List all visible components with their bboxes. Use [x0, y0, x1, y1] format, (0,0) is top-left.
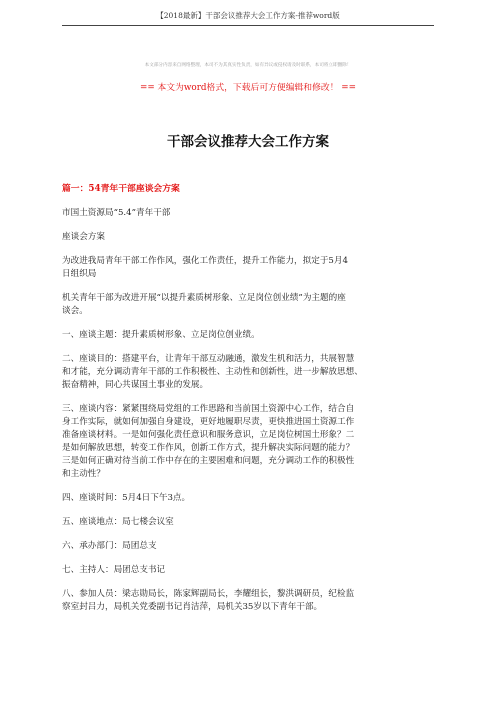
- paragraph-line: 二、座谈目的：搭建平台，让青年干部互动融通，激发生机和活力，共展智慧: [62, 354, 355, 364]
- paragraph-line: 准备座谈材料。一是如何强化责任意识和服务意识，立足岗位树国土形象？二: [62, 430, 355, 440]
- paragraph: [62, 329, 434, 342]
- paragraph: [62, 231, 434, 244]
- paragraph: [62, 207, 434, 220]
- paragraph-line: 和才能，充分调动青年干部的工作积极性、主动性和创新性，进一步解放思想、: [62, 367, 363, 377]
- paragraph-line: 是如何解放思想，转变工作作风，创新工作方式，提升解决实际问题的能力？: [62, 443, 355, 453]
- paragraph-line: 察室封吕力，局机关党委副书记肖洁萍，局机关35岁以下青年干部。: [62, 602, 323, 612]
- paragraph-line: 四、座谈时间：5月4日下午3点。: [62, 493, 191, 503]
- paragraph-line: 振奋精神，同心共谋国土事业的发展。: [62, 380, 209, 390]
- paragraph: [62, 564, 434, 577]
- paragraph: [62, 353, 434, 392]
- document-title: 干部会议推荐大会工作方案: [167, 134, 329, 150]
- paragraph-line: 和主动性？: [62, 469, 105, 479]
- section-heading: 篇一：54青年干部座谈会方案: [62, 184, 180, 194]
- paragraph-line: 为改进我局青年干部工作作风，强化工作责任，提升工作能力，拟定于5月4: [62, 256, 348, 266]
- paragraph: [62, 588, 434, 614]
- paragraph-line: 日组织局: [62, 269, 97, 279]
- running-header: 【2018最新】干部会议推荐大会工作方案-推荐word版: [62, 10, 434, 26]
- paragraph-line: 机关青年干部为改进开展“以提升素质树形象、立足岗位创业绩”为主题的座: [62, 293, 346, 303]
- disclaimer-text: 本文部分内容来自网络整理，本司不为其真实性负责，如有异议或侵权请及时联系，本司将立即删除！: [144, 63, 352, 68]
- paragraph-line: 五、座谈地点：局七楼会议室: [62, 517, 174, 527]
- document-body: [62, 183, 434, 625]
- paragraph: [62, 540, 434, 553]
- paragraph-line: 谈会。: [62, 306, 88, 316]
- paragraph: [62, 403, 434, 481]
- paragraph: [62, 516, 434, 529]
- paragraph: [62, 492, 434, 505]
- paragraph-line: 三、座谈内容：紧紧围绕局党组的工作思路和当前国土资源中心工作，结合自: [62, 404, 355, 414]
- paragraph-list: [62, 207, 434, 614]
- paragraph-line: 市国土资源局“5.4”青年干部: [62, 208, 171, 218]
- paragraph-line: 七、主持人：局团总支书记: [62, 565, 166, 575]
- paragraph-line: 六、承办部门：局团总支: [62, 541, 157, 551]
- paragraph-line: 身工作实际，就如何加强自身建设，更好地履职尽责，更快推进国土资源工作: [62, 417, 355, 427]
- paragraph-line: 八、参加人员：梁志勋局长，陈家辉副局长，李耀组长，黎洪调研员，纪检监: [62, 589, 355, 599]
- paragraph: [62, 292, 434, 318]
- paragraph-line: 三是如何正确对待当前工作中存在的主要困难和问题，充分调动工作的积极性: [62, 456, 355, 466]
- paragraph: [62, 255, 434, 281]
- paragraph-line: 座谈会方案: [62, 232, 105, 242]
- paragraph-line: 一、座谈主题：提升素质树形象、立足岗位创业绩。: [62, 330, 260, 340]
- word-format-notice: == 本文为word格式，下载后可方便编辑和修改！ ==: [139, 83, 357, 93]
